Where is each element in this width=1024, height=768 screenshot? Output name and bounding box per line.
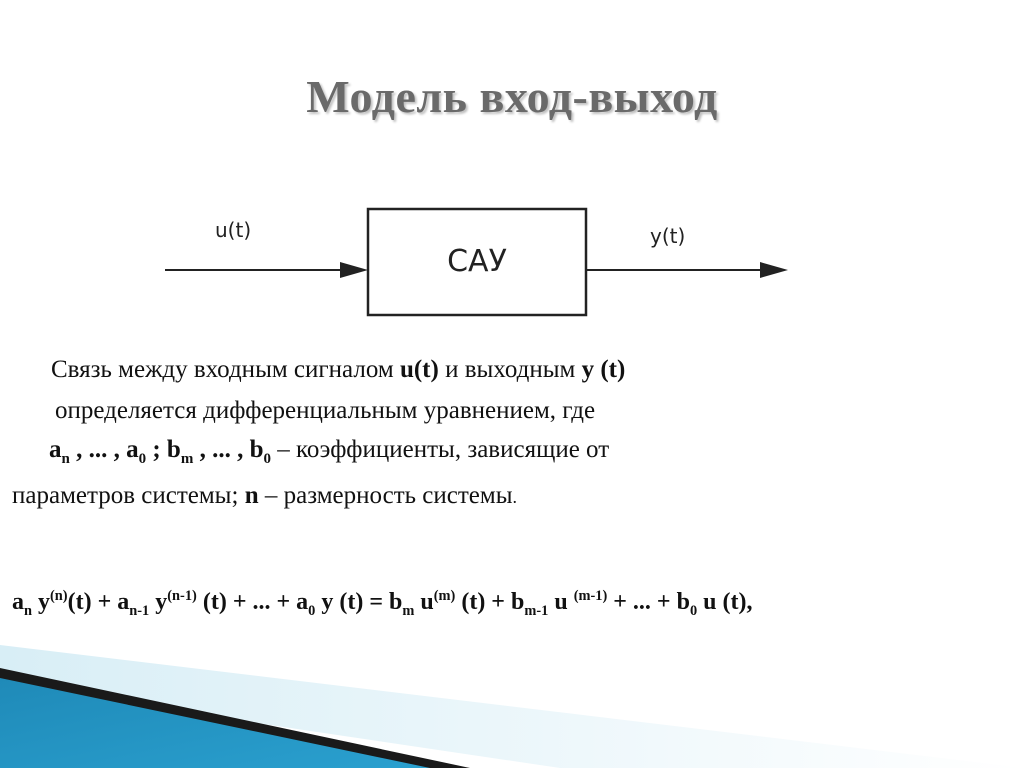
text-line-4: [12, 483, 517, 508]
text-fragment: и выходным: [438, 356, 582, 383]
text-fragment: параметров системы;: [12, 482, 245, 509]
input-symbol: u(t): [399, 356, 439, 383]
text-fragment: Связь между входным сигналом: [51, 356, 400, 383]
input-label: u(t): [215, 218, 252, 242]
slide-title: Модель вход-выход: [306, 71, 718, 122]
decorative-corner-stripes: [0, 640, 1024, 768]
text-fragment: – размерность системы: [258, 482, 513, 509]
block-label: САУ: [447, 244, 507, 279]
differential-equation: $a_n$ $y^{(n)}(t) + a_{n-1}$ $y^{(n-1)}$ (t) + ... + $a_0$ y $(t) = b_m$ $u^{(m)}$ $(t) + b_{m-1}$ u $^{(m-1)}$ + ... + $b_0$ u (t),: [12, 588, 753, 619]
coef-an: $a_n$ , ... , $a_0$ ; $b_m$ , ... , $b_0$: [49, 436, 271, 467]
text-line-2: определяется дифференциальным уравнением, где: [55, 397, 596, 424]
dimension-symbol: n: [244, 482, 259, 509]
block-diagram: [150, 195, 810, 325]
input-arrowhead: [340, 262, 368, 278]
output-label: y(t): [650, 224, 686, 248]
text-line-3: [49, 436, 610, 467]
output-arrowhead: [760, 262, 788, 278]
text-fragment: .: [512, 487, 518, 507]
output-symbol: y (t): [581, 356, 626, 383]
text-fragment: – коэффициенты, зависящие от: [270, 436, 610, 463]
text-line-1: [51, 357, 625, 382]
